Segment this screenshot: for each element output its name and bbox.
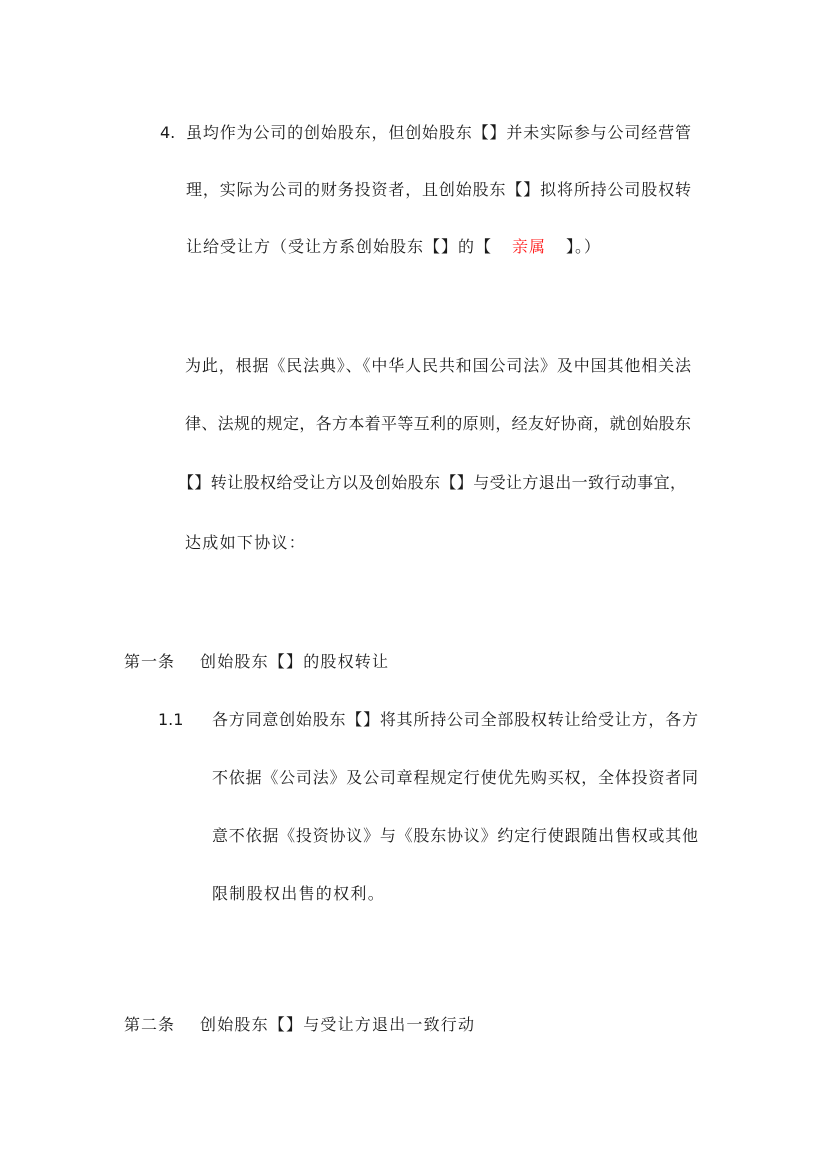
clause-line: 意不依据《投资协议》与《股东协议》约定行使跟随出售权或其他 bbox=[212, 826, 698, 845]
article-number: 第二条 bbox=[124, 1015, 176, 1034]
article-title: 创始股东【】与受让方退出一致行动 bbox=[200, 1015, 476, 1034]
preamble-line: 律、法规的规定，各方本着平等互利的原则，经友好协商，就创始股东 bbox=[185, 414, 691, 433]
item-line bbox=[186, 237, 601, 257]
item-number: 4. bbox=[160, 123, 176, 142]
item-line: 理，实际为公司的财务投资者，且创始股东【】拟将所持公司股权转 bbox=[186, 180, 691, 199]
clause-line: 不依据《公司法》及公司章程规定行使优先购买权，全体投资者同 bbox=[212, 768, 698, 787]
clause-line: 各方同意创始股东【】将其所持公司全部股权转让给受让方，各方 bbox=[212, 710, 698, 729]
preamble-line: 【】转让股权给受让方以及创始股东【】与受让方退出一致行动事宜， bbox=[178, 473, 686, 492]
clause-line: 限制股权出售的权利。 bbox=[212, 884, 386, 903]
preamble-line: 达成如下协议： bbox=[185, 533, 307, 552]
clause-number: 1.1 bbox=[158, 710, 184, 729]
item-line: 虽均作为公司的创始股东，但创始股东【】并未实际参与公司经营管 bbox=[186, 123, 691, 142]
item-line-prefix: 让给受让方（受让方系创始股东【】的【 bbox=[186, 237, 493, 256]
item-line-suffix: 】。） bbox=[566, 237, 602, 256]
article-title: 创始股东【】的股权转让 bbox=[200, 652, 390, 671]
article-number: 第一条 bbox=[124, 652, 176, 671]
preamble-line: 为此，根据《民法典》、《中华人民共和国公司法》及中国其他相关法 bbox=[185, 356, 691, 375]
relation-placeholder: 亲属 bbox=[512, 237, 547, 256]
